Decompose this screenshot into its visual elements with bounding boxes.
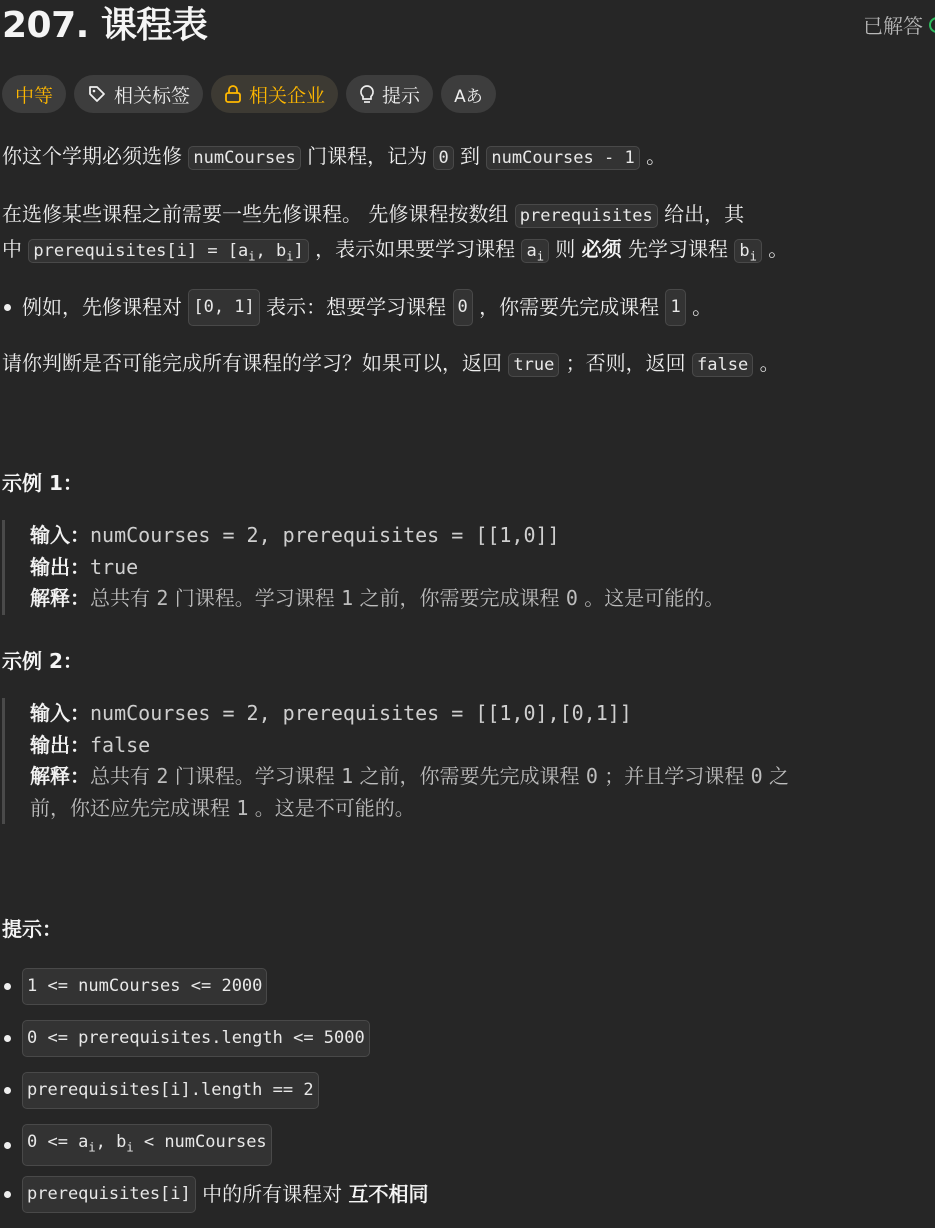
example-2-block: [2, 698, 892, 824]
constraint-item: [2, 968, 267, 1005]
inline-code: false: [692, 353, 753, 377]
tag-bar: [2, 75, 496, 113]
description-paragraph-1: 你这个学期必须选修 numCourses 门课程，记为 0 到 numCourses - 1 。: [2, 144, 667, 168]
list-item: 例如，先修课程对 [0, 1] 表示：想要学习课程 0 ，你需要先完成课程 1 。: [2, 289, 712, 326]
solved-label: 已解答: [863, 14, 923, 38]
hint-label: 提示: [382, 84, 421, 107]
inline-code: 0 <= prerequisites.length <= 5000: [22, 1020, 370, 1057]
check-circle-icon: [929, 17, 935, 33]
example-1-input: 输入：numCourses = 2, prerequisites = [[1,0]]: [30, 523, 560, 547]
example-1-explanation: 解释：总共有 2 门课程。学习课程 1 之前，你需要完成课程 0 。这是可能的。: [30, 586, 725, 610]
bullet-dot: [4, 1142, 11, 1149]
emphasis: 互不相同: [348, 1182, 429, 1206]
constraint-item: [2, 1020, 370, 1057]
lightbulb-icon: [359, 84, 375, 104]
inline-code: 0: [433, 146, 453, 170]
hint-button[interactable]: [346, 75, 433, 113]
example-2-explanation-cont: 前，你还应先完成课程 1 。这是不可能的。: [30, 795, 415, 820]
example-2-heading: 示例 2：: [2, 649, 83, 673]
related-tags-button[interactable]: [74, 75, 203, 113]
bullet-dot: [4, 304, 11, 311]
difficulty-badge[interactable]: [2, 75, 66, 113]
solved-status: [863, 10, 933, 39]
inline-code: 1 <= numCourses <= 2000: [22, 968, 267, 1005]
inline-code: prerequisites[i]: [22, 1176, 196, 1213]
description-paragraph-3: 请你判断是否可能完成所有课程的学习？如果可以，返回 true ；否则，返回 false 。: [2, 351, 780, 375]
example-1-block: [2, 520, 892, 615]
translate-button[interactable]: [441, 75, 496, 113]
page-title: 207. 课程表: [2, 5, 208, 46]
example-2-input: 输入：numCourses = 2, prerequisites = [[1,0],[0,1]]: [30, 701, 632, 725]
inline-code: numCourses: [188, 146, 300, 170]
translate-icon: Aあ: [454, 86, 483, 107]
inline-code: $0 <= a_i$, $b_i$ < numCourses: [22, 1124, 272, 1166]
inline-code: 1: [665, 289, 685, 326]
inline-code: prerequisites[i] = [$a_i$, $b_i$]: [28, 239, 308, 263]
description-paragraph-2: 在选修某些课程之前需要一些先修课程。 先修课程按数组 prerequisites 给出，其 中 prerequisites[i] = [$a_i$, $b_i$] ，表示如果要学习课程 $a_i$ 则 必须 先学习课程 $b_i$ 。: [2, 202, 789, 264]
emphasis: 必须: [581, 237, 622, 261]
example-2-output: 输出：false: [30, 732, 151, 757]
bullet-dot: [4, 1191, 11, 1198]
constraint-item: prerequisites[i] 中的所有课程对 互不相同: [2, 1176, 428, 1213]
bullet-dot: [4, 1035, 11, 1042]
lock-icon: [224, 84, 242, 104]
inline-code: prerequisites: [515, 204, 658, 228]
inline-code: 0: [453, 289, 473, 326]
bullet-dot: [4, 1087, 11, 1094]
inline-code: numCourses - 1: [486, 146, 639, 170]
inline-code: $b_i$: [734, 239, 761, 263]
bullet-dot: [4, 983, 11, 990]
related-tags-label: 相关标签: [114, 84, 191, 107]
related-companies-label: 相关企业: [249, 84, 326, 107]
tag-icon: [87, 84, 107, 104]
constraint-item: [2, 1124, 272, 1166]
example-2-explanation: 解释：总共有 2 门课程。学习课程 1 之前，你需要先完成课程 0 ；并且学习课程 0 之: [30, 764, 790, 788]
example-1-heading: 示例 1：: [2, 471, 83, 495]
inline-code: [0, 1]: [188, 289, 259, 326]
related-companies-button[interactable]: [211, 75, 338, 113]
constraint-item: [2, 1072, 319, 1109]
constraints-heading: 提示：: [2, 917, 62, 941]
inline-code: $a_i$: [521, 239, 548, 263]
inline-code: prerequisites[i].length == 2: [22, 1072, 319, 1109]
inline-code: true: [508, 353, 559, 377]
example-1-output: 输出：true: [30, 554, 139, 579]
difficulty-label: 中等: [15, 84, 54, 107]
